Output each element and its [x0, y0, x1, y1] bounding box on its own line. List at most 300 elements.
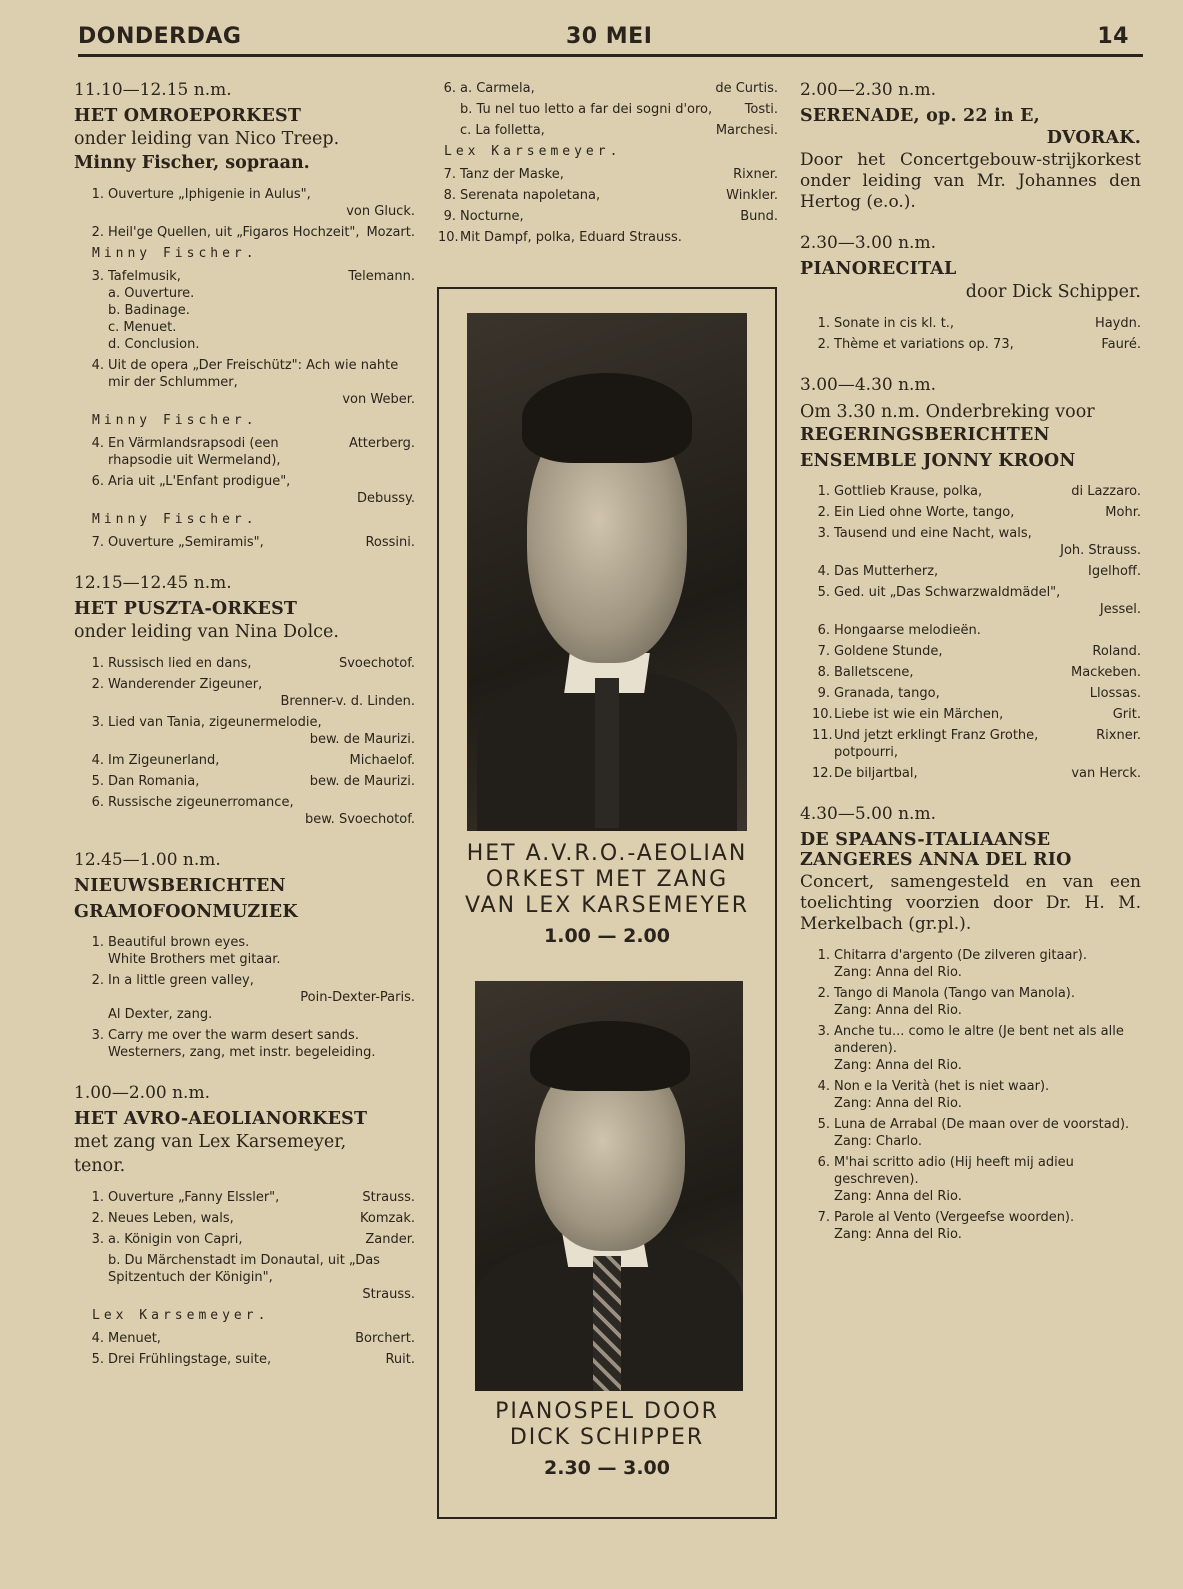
item-composer: Poin-Dexter-Paris. [300, 990, 415, 1005]
program-item [812, 947, 1141, 981]
item-title: M'hai scritto adio (Hij heeft mij adieu geschreven). [834, 1155, 1074, 1187]
program-item [86, 752, 415, 769]
program-item [812, 584, 1141, 618]
program-item [812, 622, 1141, 639]
item-composer: Zander. [365, 1232, 415, 1247]
program-item [438, 80, 778, 97]
singer-credit: Minny Fischer. [92, 512, 258, 527]
block-title: HET AVRO-AEOLIANORKEST [74, 1109, 368, 1129]
item-number: 6. [817, 1155, 830, 1170]
item-title: Lied van Tania, zigeunermelodie, [108, 715, 322, 730]
program-block [796, 804, 1141, 1265]
item-number: 2. [91, 225, 104, 240]
item-number: 5. [817, 585, 830, 600]
item-number: 2. [91, 677, 104, 692]
item-number: 2. [91, 1211, 104, 1226]
item-title: Nocturne, [460, 209, 524, 224]
singer-credit: Minny Fischer. [92, 413, 258, 428]
block-subtitle: met zang van Lex Karsemeyer, [74, 1132, 347, 1152]
program-item [86, 1210, 415, 1227]
item-title: Dan Romania, [108, 774, 200, 789]
program-list [70, 655, 415, 828]
item-title: Wanderender Zigeuner, [108, 677, 263, 692]
block-description: Concert, samengesteld en van een toelichting voorzien door Dr. H. M. Merkelbach (gr.pl.). [800, 872, 1141, 934]
item-composer: Strauss. [362, 1287, 415, 1302]
item-row [834, 1078, 1141, 1095]
spacer [796, 357, 1141, 375]
item-row [108, 676, 415, 693]
program-item [812, 563, 1141, 580]
item-row [834, 1154, 1141, 1188]
item-row [834, 765, 1141, 782]
item-title: Tanz der Maske, [460, 167, 564, 182]
item-title: De biljartbal, [834, 766, 918, 781]
program-item [86, 794, 415, 828]
item-row [108, 1210, 415, 1227]
program-item [86, 224, 415, 241]
item-composer: Svoechotof. [338, 656, 415, 671]
item-row [108, 1330, 415, 1347]
item-title: Anche tu... como le altre (Je bent net als alle anderen). [834, 1024, 1124, 1056]
item-title: Aria uit „L'Enfant prodigue", [108, 474, 291, 489]
item-number: 1. [91, 1190, 104, 1205]
singer-credit: Minny Fischer. [92, 246, 258, 261]
program-item [438, 208, 778, 225]
item-composer: Joh. Strauss. [1060, 543, 1141, 558]
column-left [70, 80, 415, 1390]
item-number: 2. [817, 337, 830, 352]
item-number: 1. [91, 656, 104, 671]
program-list [796, 947, 1141, 1243]
program-list [70, 1189, 415, 1368]
block-title: GRAMOFOONMUZIEK [74, 902, 298, 922]
block-note: Om 3.30 n.m. Onderbreking voor [800, 402, 1095, 422]
item-row [108, 752, 415, 769]
item-number: 4. [817, 1079, 830, 1094]
item-title: Und jetzt erklingt Franz Grothe, potpourri, [834, 728, 1039, 760]
block-title: DVORAK. [1046, 128, 1141, 148]
program-list [796, 315, 1141, 353]
item-title: Chitarra d'argento (De zilveren gitaar). [834, 948, 1087, 963]
item-sub: Westerners, zang, met instr. begeleiding. [108, 1045, 376, 1060]
item-title: Mit Dampf, polka, Eduard Strauss. [460, 230, 682, 245]
item-number: 9. [443, 209, 456, 224]
item-number: 4. [91, 1331, 104, 1346]
item-composer: Borchert. [355, 1331, 415, 1346]
item-title: Uit de opera „Der Freischütz": Ach wie nahte mir der Schlummer, [108, 358, 399, 390]
caption-avro-aeolian [439, 841, 775, 949]
item-row [834, 315, 1141, 332]
spacer [796, 786, 1141, 804]
item-title: Heil'ge Quellen, uit „Figaros Hochzeit", [108, 225, 360, 240]
item-number: 6. [443, 81, 456, 96]
program-item [86, 1252, 415, 1303]
item-title: Gottlieb Krause, polka, [834, 484, 983, 499]
item-row [834, 947, 1141, 964]
time-slot: 2.00—2.30 n.m. [800, 80, 936, 100]
item-row [460, 187, 778, 204]
item-row [460, 208, 778, 225]
program-block [796, 80, 1141, 233]
program-list [70, 934, 415, 1061]
time-slot: 3.00—4.30 n.m. [800, 375, 936, 395]
item-composer: van Herck. [1071, 766, 1141, 781]
item-composer: Haydn. [1094, 316, 1141, 331]
item-row [108, 1252, 415, 1286]
spacer [70, 1372, 415, 1390]
item-composer: de Curtis. [715, 81, 778, 96]
program-item [812, 525, 1141, 559]
item-number: 5. [817, 1117, 830, 1132]
singer-credit: Lex Karsemeyer. [444, 144, 622, 159]
item-number: 6. [817, 623, 830, 638]
item-title: Granada, tango, [834, 686, 940, 701]
program-item [86, 1330, 415, 1347]
program-block [70, 1083, 415, 1390]
item-title: Neues Leben, wals, [108, 1211, 234, 1226]
item-number: 5. [91, 774, 104, 789]
item-title: a. Königin von Capri, [108, 1232, 243, 1247]
item-row [834, 622, 1141, 639]
time-slot: 11.10—12.15 n.m. [74, 80, 232, 100]
item-title: Ouverture „Semiramis", [108, 535, 264, 550]
item-title: Parole al Vento (Vergeefse woorden). [834, 1210, 1075, 1225]
item-row [108, 357, 415, 391]
program-block [796, 375, 1141, 804]
program-item [86, 714, 415, 748]
item-title: Liebe ist wie ein Märchen, [834, 707, 1004, 722]
item-number: 9. [817, 686, 830, 701]
program-item [812, 685, 1141, 702]
item-composer: Rixner. [733, 167, 778, 182]
item-sub: d. Conclusion. [108, 337, 200, 352]
item-number: 4. [817, 564, 830, 579]
item-title: Ged. uit „Das Schwarzwaldmädel", [834, 585, 1061, 600]
item-number: 5. [91, 1352, 104, 1367]
program-item [86, 773, 415, 790]
program-item [86, 676, 415, 710]
item-title: Tango di Manola (Tango van Manola). [834, 986, 1076, 1001]
item-composer: Michaelof. [349, 753, 415, 768]
caption-pianospel [439, 1399, 775, 1481]
item-row [108, 473, 415, 490]
program-item [438, 187, 778, 204]
item-row [108, 972, 415, 989]
item-composer: Atterberg. [349, 436, 415, 451]
item-title: Goldene Stunde, [834, 644, 943, 659]
block-subtitle: tenor. [74, 1156, 126, 1176]
program-item [812, 504, 1141, 521]
item-number: 1. [91, 935, 104, 950]
item-row [834, 1023, 1141, 1057]
item-row [834, 685, 1141, 702]
item-number: 4. [91, 358, 104, 373]
program-item [812, 1209, 1141, 1243]
item-number: 1. [817, 484, 830, 499]
header-rule [78, 54, 1143, 57]
item-number: 4. [91, 436, 104, 451]
time-slot: 4.30—5.00 n.m. [800, 804, 936, 824]
item-row [834, 525, 1141, 542]
item-composer: bew. de Maurizi. [309, 732, 415, 747]
item-composer: Marchesi. [715, 123, 778, 138]
block-description: Door het Concertgebouw-strijkorkest onder leiding van Mr. Johannes den Hertog (e.o.). [800, 150, 1141, 212]
caption-line: ORKEST MET ZANG [485, 867, 729, 892]
program-item [86, 534, 415, 551]
item-number: 3. [817, 526, 830, 541]
program-list [70, 186, 415, 551]
item-composer: Roland. [1092, 644, 1141, 659]
item-title: Russisch lied en dans, [108, 656, 252, 671]
time-slot: 2.30—3.00 n.m. [800, 233, 936, 253]
photo-dick-schipper [475, 981, 743, 1391]
program-item [812, 336, 1141, 353]
item-composer: Bund. [740, 209, 778, 224]
item-number: 3. [91, 715, 104, 730]
item-row [108, 534, 415, 551]
block-title: PIANORECITAL [800, 259, 957, 279]
item-title: Serenata napoletana, [460, 188, 601, 203]
item-title: Luna de Arrabal (De maan over de voorstad). [834, 1117, 1130, 1132]
item-row [108, 1027, 415, 1044]
item-row [834, 336, 1141, 353]
item-sub: White Brothers met gitaar. [108, 952, 281, 967]
program-item [86, 1351, 415, 1368]
item-title: b. Du Märchenstadt im Donautal, uit „Das Spitzentuch der Königin", [108, 1253, 380, 1285]
program-item [812, 483, 1141, 500]
block-title: DE SPAANS-ITALIAANSE ZANGERES ANNA DEL RIO [800, 830, 1072, 870]
item-row [108, 224, 415, 241]
item-number: 3. [91, 269, 104, 284]
item-row [108, 1351, 415, 1368]
item-number: 3. [817, 1024, 830, 1039]
program-item [86, 268, 415, 353]
program-block [70, 850, 415, 1083]
item-sub: a. Ouverture. [108, 286, 195, 301]
item-composer: Jessel. [1099, 602, 1141, 617]
item-number: 7. [817, 1210, 830, 1225]
item-number: 4. [91, 753, 104, 768]
item-title: Russische zigeunerromance, [108, 795, 294, 810]
block-title: HET PUSZTA-ORKEST [74, 599, 298, 619]
caption-line: PIANOSPEL DOOR [495, 1399, 719, 1424]
item-number: 7. [91, 535, 104, 550]
item-row [460, 80, 778, 97]
item-composer: Strauss. [362, 1190, 415, 1205]
item-title: Non e la Verità (het is niet waar). [834, 1079, 1050, 1094]
spacer [70, 555, 415, 573]
item-title: Drei Frühlingstage, suite, [108, 1352, 272, 1367]
item-composer: Mozart. [366, 225, 415, 240]
item-row [108, 714, 415, 731]
item-row [460, 166, 778, 183]
item-row [108, 773, 415, 790]
item-number: 3. [91, 1232, 104, 1247]
item-row [834, 483, 1141, 500]
program-item [86, 655, 415, 672]
item-composer: Llossas. [1089, 686, 1141, 701]
item-composer: bew. de Maurizi. [309, 774, 415, 789]
item-composer: Debussy. [356, 491, 415, 506]
item-title: In a little green valley, [108, 973, 254, 988]
spacer [796, 215, 1141, 233]
item-number: 2. [91, 973, 104, 988]
item-row [108, 794, 415, 811]
caption-line: DICK SCHIPPER [509, 1425, 705, 1450]
item-number: 7. [817, 644, 830, 659]
item-row [834, 563, 1141, 580]
block-title: ENSEMBLE JONNY KROON [800, 451, 1076, 471]
item-title: a. Carmela, [460, 81, 535, 96]
program-item [812, 1078, 1141, 1112]
caption-line: VAN LEX KARSEMEYER [464, 893, 750, 918]
item-composer: Igelhoff. [1088, 564, 1141, 579]
item-row [834, 584, 1141, 601]
photo-frame [437, 287, 777, 1519]
item-title: Ouverture „Fanny Elssler", [108, 1190, 280, 1205]
program-item [812, 985, 1141, 1019]
spacer [796, 1247, 1141, 1265]
block-subtitle: onder leiding van Nina Dolce. [74, 622, 339, 642]
item-number: 1. [817, 948, 830, 963]
item-composer: Telemann. [348, 269, 415, 284]
item-composer: Rixner. [1096, 728, 1141, 743]
program-item [86, 473, 415, 507]
header-date: 30 MEI [566, 24, 653, 49]
item-title: Thème et variations op. 73, [834, 337, 1014, 352]
spacer [70, 832, 415, 850]
item-title: Tausend und eine Nacht, wals, [834, 526, 1032, 541]
program-block [70, 573, 415, 850]
item-title: Menuet, [108, 1331, 161, 1346]
item-title: Das Mutterherz, [834, 564, 939, 579]
block-title: NIEUWSBERICHTEN [74, 876, 286, 896]
item-title: Ein Lied ohne Worte, tango, [834, 505, 1015, 520]
program-item [812, 1154, 1141, 1205]
time-slot: 12.45—1.00 n.m. [74, 850, 221, 870]
block-title: SERENADE, op. 22 in E, [800, 106, 1040, 126]
item-composer: Tosti. [744, 102, 778, 117]
item-composer: Mohr. [1105, 505, 1141, 520]
item-composer: Mackeben. [1070, 665, 1141, 680]
item-row [460, 229, 778, 246]
item-number: 7. [443, 167, 456, 182]
item-title: Hongaarse melodieën. [834, 623, 981, 638]
item-title: En Värmlandsrapsodi (een rhapsodie uit Wermeland), [108, 436, 281, 468]
item-row [834, 985, 1141, 1002]
item-title: b. Tu nel tuo letto a far dei sogni d'oro, [460, 102, 713, 117]
program-item [812, 315, 1141, 332]
item-row [460, 122, 778, 139]
item-number: 1. [817, 316, 830, 331]
item-number: 10. [812, 707, 833, 722]
item-row [108, 1189, 415, 1206]
program-item [86, 435, 415, 469]
item-composer: bew. Svoechotof. [304, 812, 415, 827]
item-row [834, 1209, 1141, 1226]
item-composer: von Gluck. [346, 204, 415, 219]
column-middle [438, 80, 778, 250]
column-right [796, 80, 1141, 1265]
item-row [108, 655, 415, 672]
item-sub: Zang: Anna del Rio. [834, 1058, 962, 1073]
item-composer: Grit. [1112, 707, 1141, 722]
page-number: 14 [1097, 24, 1129, 49]
caption-line: HET A.V.R.O.-AEOLIAN [466, 841, 748, 866]
block-subtitle: Minny Fischer, sopraan. [74, 153, 310, 173]
block-title: HET OMROEPORKEST [74, 106, 302, 126]
item-row [834, 664, 1141, 681]
program-item [438, 166, 778, 183]
item-number: 3. [91, 1028, 104, 1043]
program-item [812, 664, 1141, 681]
program-item [86, 357, 415, 408]
page-header [78, 24, 1143, 56]
item-row [108, 186, 415, 203]
caption-time: 1.00 — 2.00 [544, 925, 670, 947]
program-list [438, 80, 778, 246]
item-sub: Zang: Charlo. [834, 1134, 922, 1149]
program-item [86, 1189, 415, 1206]
photo-lex-karsemeyer [467, 313, 747, 831]
item-title: Beautiful brown eyes. [108, 935, 250, 950]
item-title: Ouverture „Iphigenie in Aulus", [108, 187, 311, 202]
item-composer: Brenner-v. d. Linden. [280, 694, 415, 709]
item-composer: Ruit. [385, 1352, 415, 1367]
item-row [834, 1116, 1141, 1133]
item-composer: di Lazzaro. [1071, 484, 1141, 499]
item-composer: Rossini. [365, 535, 415, 550]
program-block [796, 233, 1141, 375]
item-title: Tafelmusik, [108, 269, 181, 284]
singer-credit: Lex Karsemeyer. [92, 1308, 270, 1323]
item-title: Sonate in cis kl. t., [834, 316, 955, 331]
program-item [438, 101, 778, 118]
program-item [812, 1116, 1141, 1150]
item-sub: c. Menuet. [108, 320, 177, 335]
item-title: Carry me over the warm desert sands. [108, 1028, 359, 1043]
program-list [796, 483, 1141, 782]
program-item [812, 643, 1141, 660]
item-number: 1. [91, 187, 104, 202]
item-number: 12. [812, 766, 833, 781]
item-row [108, 934, 415, 951]
program-item [438, 229, 778, 246]
item-sub: Zang: Anna del Rio. [834, 1003, 962, 1018]
item-sub: Zang: Anna del Rio. [834, 1227, 962, 1242]
item-row [108, 435, 415, 469]
item-row [108, 1231, 415, 1248]
caption-time: 2.30 — 3.00 [544, 1457, 670, 1479]
item-sub: b. Badinage. [108, 303, 190, 318]
program-item [812, 765, 1141, 782]
program-block [70, 80, 415, 573]
item-number: 8. [817, 665, 830, 680]
program-item [86, 934, 415, 968]
item-row [834, 504, 1141, 521]
item-title: c. La folletta, [460, 123, 545, 138]
item-composer: von Weber. [342, 392, 415, 407]
block-title: REGERINGSBERICHTEN [800, 425, 1050, 445]
item-sub: Zang: Anna del Rio. [834, 1189, 962, 1204]
time-slot: 12.15—12.45 n.m. [74, 573, 232, 593]
item-title: Balletscene, [834, 665, 914, 680]
item-title: Im Zigeunerland, [108, 753, 220, 768]
program-item [86, 1231, 415, 1248]
program-item [812, 1023, 1141, 1074]
program-item [812, 706, 1141, 723]
item-sub: Zang: Anna del Rio. [834, 965, 962, 980]
